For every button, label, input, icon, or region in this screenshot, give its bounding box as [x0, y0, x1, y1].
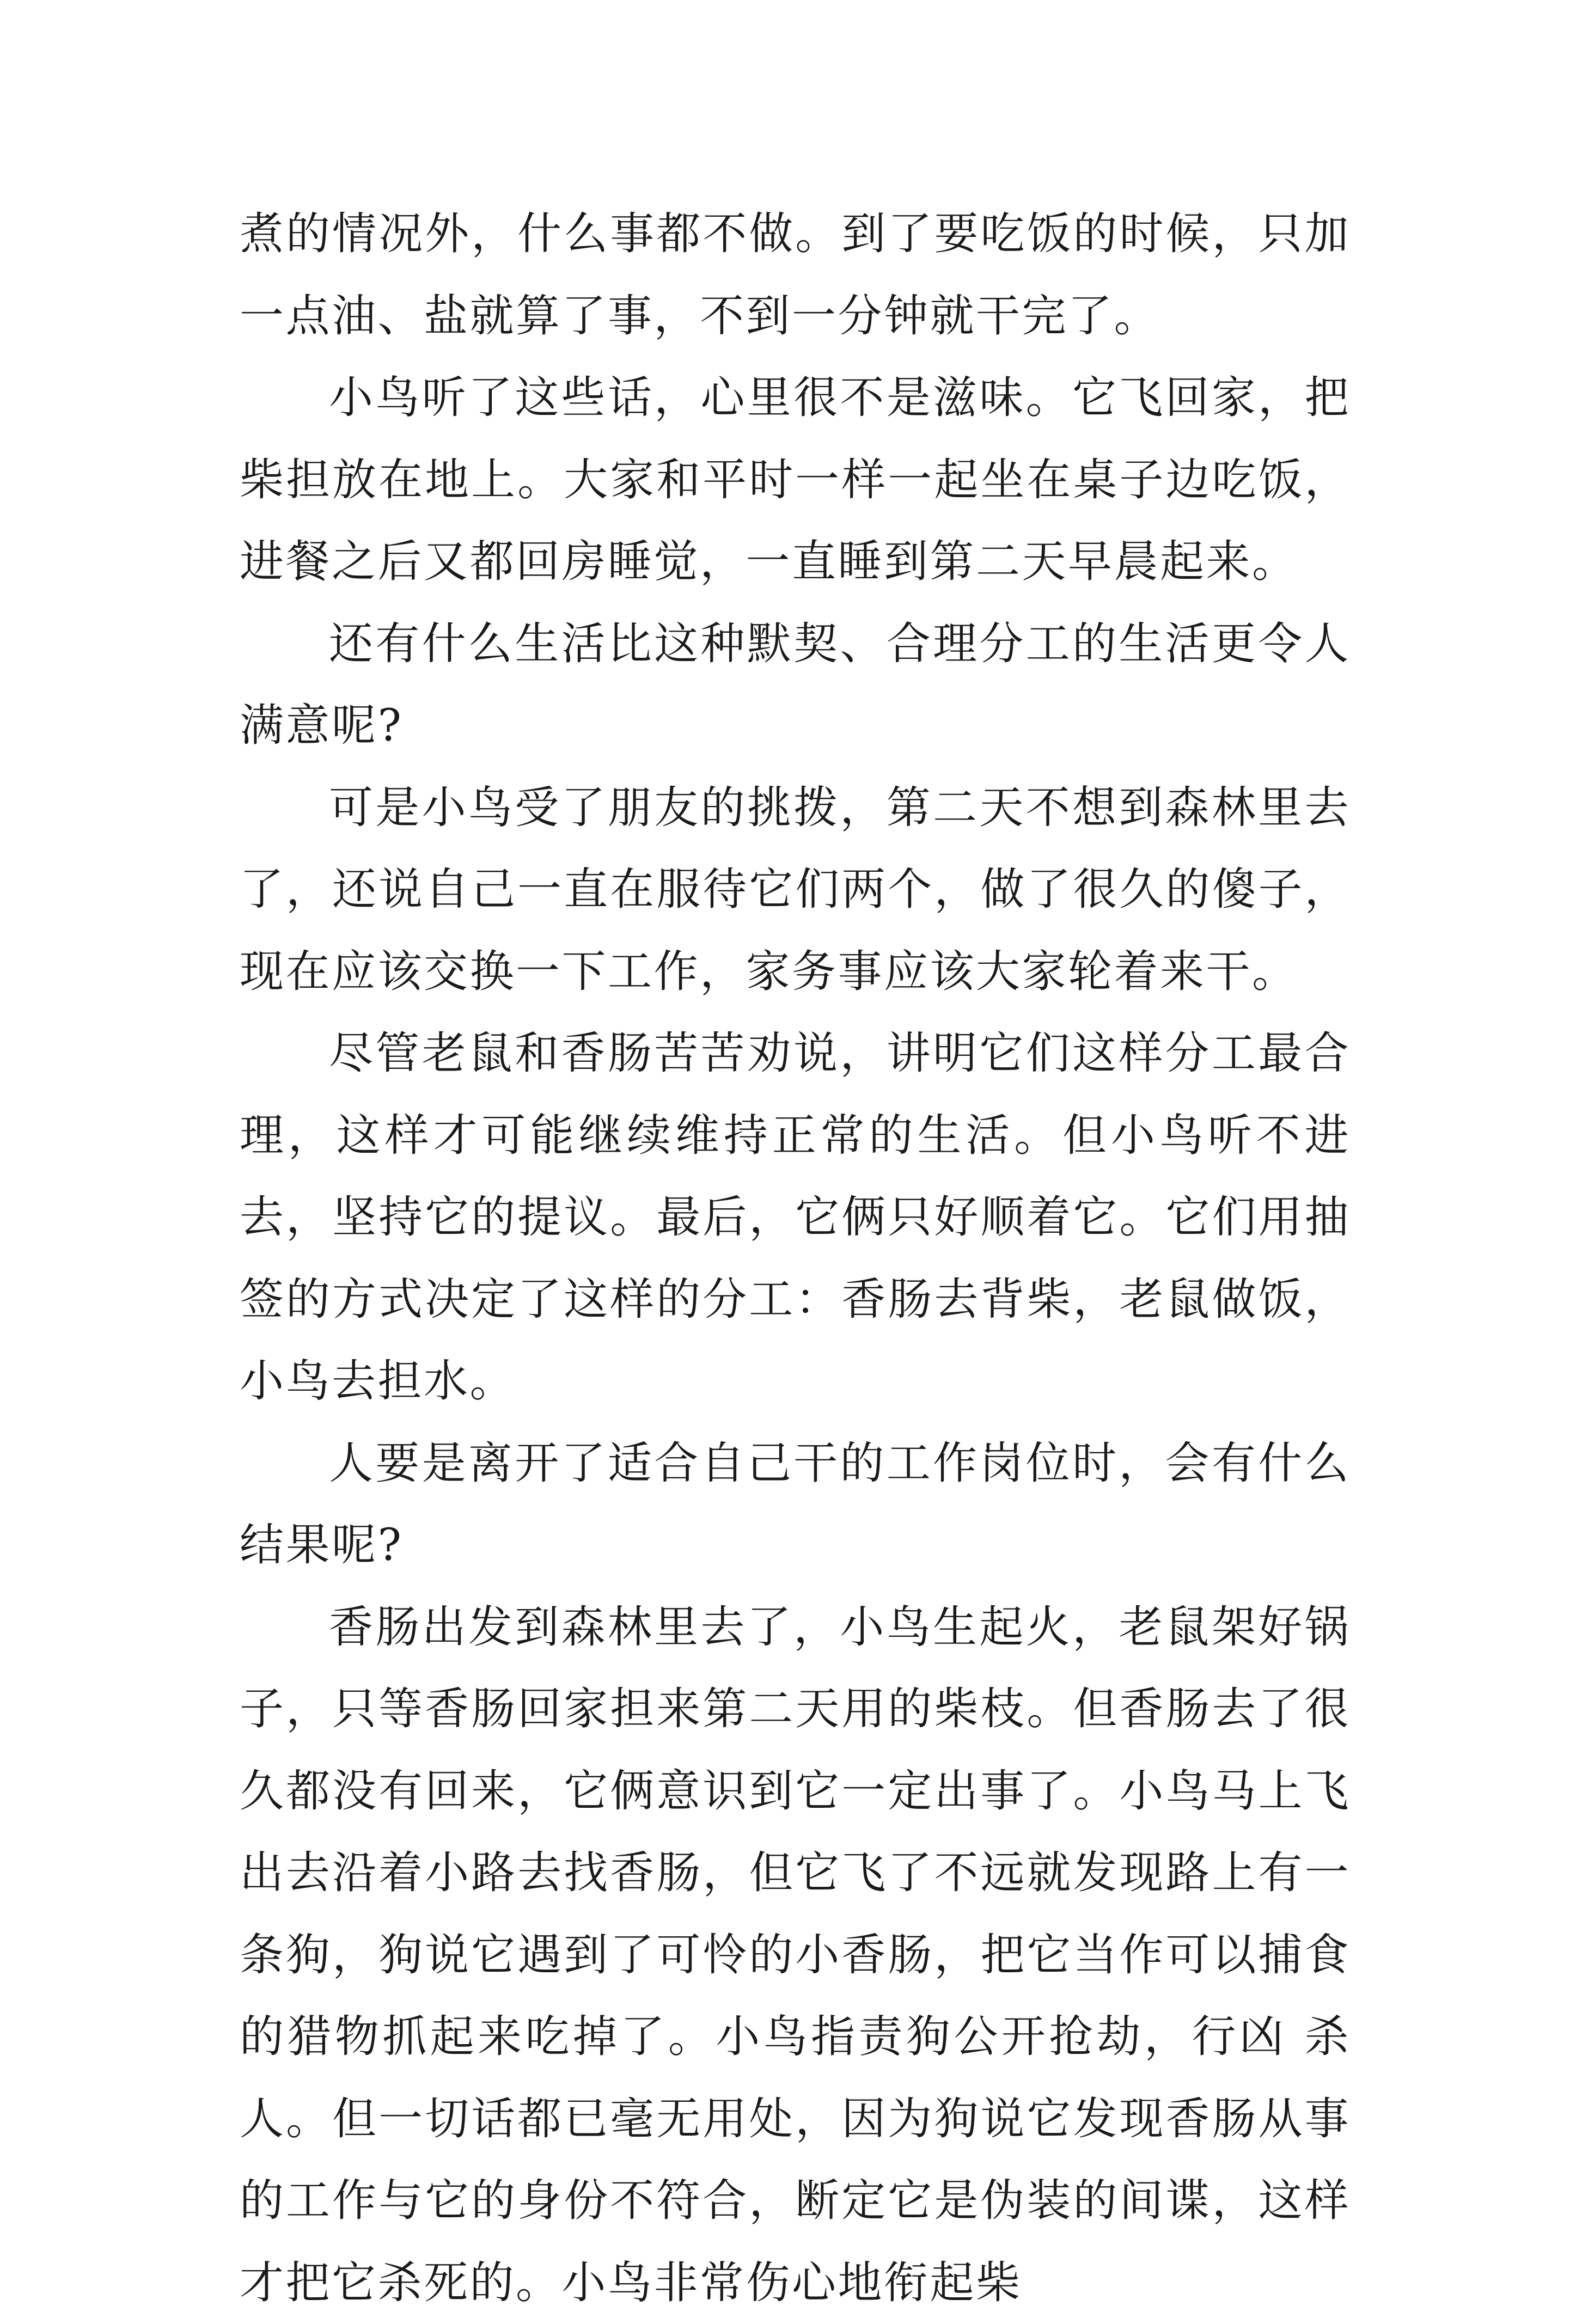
- paragraph-3: 还有什么生活比这种默契、合理分工的生活更令人满意呢?: [240, 603, 1351, 767]
- paragraph-6: 人要是离开了适合自己干的工作岗位时，会有什么结果呢?: [240, 1423, 1351, 1587]
- paragraph-7: 香肠出发到森林里去了，小鸟生起火，老鼠架好锅子，只等香肠回家担来第二天用的柴枝。但香肠去了很久都没有回来，它俩意识到它一定出事了。小鸟马上飞出去沿着小路去找香肠，但它飞了不远就发现路上有一条狗，狗说它遇到了可怜的小香肠，把它当作可以捕食的猎物抓起来吃掉了。小鸟指责狗公开抢劫，行凶 杀 人。但一切话都已毫无用处，因为狗说它发现香肠从事的工作与它的身份不符合，断定它是伪装的间谍，这样才把它杀死的。小鸟非常伤心地衔起柴: [240, 1587, 1351, 2324]
- body-text: [240, 193, 1351, 2324]
- paragraph-4: 可是小鸟受了朋友的挑拨，第二天不想到森林里去了，还说自己一直在服待它们两个，做了很久的傻子，现在应该交换一下工作，家务事应该大家轮着来干。: [240, 767, 1351, 1013]
- paragraph-2: 小鸟听了这些话，心里很不是滋味。它飞回家，把柴担放在地上。大家和平时一样一起坐在桌子边吃饭，进餐之后又都回房睡觉，一直睡到第二天早晨起来。: [240, 357, 1351, 603]
- paragraph-5: 尽管老鼠和香肠苦苦劝说，讲明它们这样分工最合理，这样才可能继续维持正常的生活。但小鸟听不进去，坚持它的提议。最后，它俩只好顺着它。它们用抽签的方式决定了这样的分工：香肠去背柴，老鼠做饭，小鸟去担水。: [240, 1013, 1351, 1423]
- paragraph-1: 煮的情况外，什么事都不做。到了要吃饭的时候，只加一点油、盐就算了事，不到一分钟就干完了。: [240, 193, 1351, 357]
